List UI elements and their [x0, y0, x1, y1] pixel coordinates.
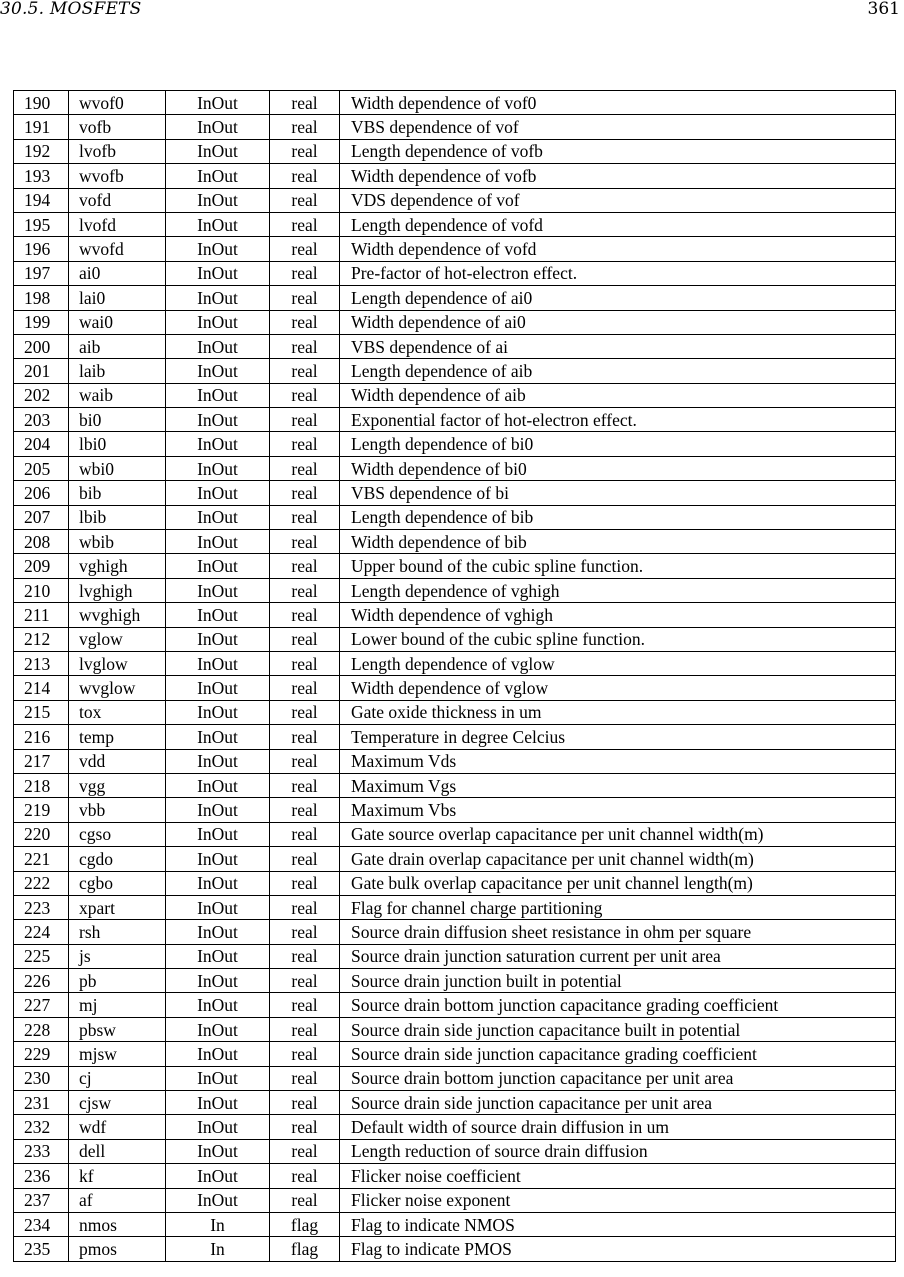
table-row [14, 505, 896, 529]
param-description: Source drain diffusion sheet resistance in ohm per square [340, 920, 896, 944]
param-description: Gate source overlap capacitance per unit channel width(m) [340, 822, 896, 846]
table-row [14, 1139, 896, 1163]
param-description: Width dependence of vghigh [340, 603, 896, 627]
param-description: Length dependence of vofd [340, 212, 896, 236]
param-type: real [270, 164, 340, 188]
param-number: 219 [14, 798, 69, 822]
param-type: real [270, 188, 340, 212]
param-type: real [270, 871, 340, 895]
param-name: bib [69, 481, 166, 505]
param-description: VBS dependence of vof [340, 115, 896, 139]
param-number: 223 [14, 895, 69, 919]
table-row [14, 286, 896, 310]
param-direction: InOut [166, 676, 270, 700]
table-row [14, 1212, 896, 1236]
table-row [14, 91, 896, 115]
param-direction: InOut [166, 920, 270, 944]
param-type: real [270, 822, 340, 846]
param-name: temp [69, 725, 166, 749]
param-name: cj [69, 1066, 166, 1090]
param-direction: InOut [166, 139, 270, 163]
param-type: real [270, 847, 340, 871]
table-row [14, 651, 896, 675]
param-direction: InOut [166, 1164, 270, 1188]
param-direction: InOut [166, 505, 270, 529]
param-description: Maximum Vbs [340, 798, 896, 822]
param-direction: InOut [166, 627, 270, 651]
param-name: cgso [69, 822, 166, 846]
param-number: 210 [14, 578, 69, 602]
param-type: real [270, 1091, 340, 1115]
table-row [14, 1164, 896, 1188]
param-description: Length dependence of vglow [340, 651, 896, 675]
param-number: 196 [14, 237, 69, 261]
param-direction: InOut [166, 993, 270, 1017]
param-direction: InOut [166, 432, 270, 456]
param-type: real [270, 530, 340, 554]
param-number: 207 [14, 505, 69, 529]
param-name: aib [69, 334, 166, 358]
param-type: real [270, 1188, 340, 1212]
param-type: real [270, 676, 340, 700]
param-type: real [270, 432, 340, 456]
param-name: pbsw [69, 1017, 166, 1041]
param-type: real [270, 627, 340, 651]
table-row [14, 359, 896, 383]
param-description: VBS dependence of bi [340, 481, 896, 505]
param-name: cjsw [69, 1091, 166, 1115]
param-number: 218 [14, 773, 69, 797]
param-name: rsh [69, 920, 166, 944]
table-row [14, 920, 896, 944]
table-row [14, 115, 896, 139]
param-direction: InOut [166, 1066, 270, 1090]
param-type: real [270, 749, 340, 773]
param-description: Pre-factor of hot-electron effect. [340, 261, 896, 285]
table-row [14, 993, 896, 1017]
table-row [14, 847, 896, 871]
param-number: 215 [14, 700, 69, 724]
param-name: vgg [69, 773, 166, 797]
param-type: real [270, 1139, 340, 1163]
param-description: Length reduction of source drain diffusion [340, 1139, 896, 1163]
param-type: real [270, 261, 340, 285]
param-type: real [270, 91, 340, 115]
param-direction: InOut [166, 749, 270, 773]
param-description: Length dependence of vghigh [340, 578, 896, 602]
param-direction: InOut [166, 188, 270, 212]
param-number: 200 [14, 334, 69, 358]
param-name: wdf [69, 1115, 166, 1139]
param-direction: InOut [166, 91, 270, 115]
param-description: Width dependence of vglow [340, 676, 896, 700]
table-row [14, 237, 896, 261]
param-description: Flag to indicate NMOS [340, 1212, 896, 1236]
param-direction: InOut [166, 115, 270, 139]
param-name: wbi0 [69, 456, 166, 480]
param-number: 190 [14, 91, 69, 115]
param-number: 209 [14, 554, 69, 578]
param-name: bi0 [69, 408, 166, 432]
param-description: Length dependence of bi0 [340, 432, 896, 456]
param-direction: InOut [166, 895, 270, 919]
param-direction: InOut [166, 798, 270, 822]
param-direction: InOut [166, 359, 270, 383]
table-row [14, 676, 896, 700]
param-description: VDS dependence of vof [340, 188, 896, 212]
param-direction: InOut [166, 822, 270, 846]
param-name: vofd [69, 188, 166, 212]
param-type: real [270, 286, 340, 310]
param-number: 236 [14, 1164, 69, 1188]
param-number: 191 [14, 115, 69, 139]
param-name: lvofb [69, 139, 166, 163]
param-name: lvglow [69, 651, 166, 675]
param-name: vdd [69, 749, 166, 773]
param-number: 230 [14, 1066, 69, 1090]
table-row [14, 1115, 896, 1139]
param-description: Upper bound of the cubic spline function. [340, 554, 896, 578]
param-number: 225 [14, 944, 69, 968]
table-row [14, 408, 896, 432]
table-row [14, 725, 896, 749]
table-row [14, 456, 896, 480]
table-row [14, 822, 896, 846]
param-direction: InOut [166, 554, 270, 578]
param-type: real [270, 1066, 340, 1090]
param-type: real [270, 993, 340, 1017]
param-name: lvofd [69, 212, 166, 236]
table-row [14, 895, 896, 919]
param-description: Width dependence of bi0 [340, 456, 896, 480]
param-description: Source drain side junction capacitance per unit area [340, 1091, 896, 1115]
param-direction: InOut [166, 383, 270, 407]
param-direction: InOut [166, 237, 270, 261]
param-description: Width dependence of aib [340, 383, 896, 407]
param-type: flag [270, 1237, 340, 1261]
param-name: js [69, 944, 166, 968]
section-title: 30.5. MOSFETS [0, 0, 142, 19]
param-direction: InOut [166, 969, 270, 993]
param-type: real [270, 408, 340, 432]
param-number: 217 [14, 749, 69, 773]
param-description: Maximum Vgs [340, 773, 896, 797]
param-description: Gate bulk overlap capacitance per unit channel length(m) [340, 871, 896, 895]
param-number: 213 [14, 651, 69, 675]
table-row [14, 164, 896, 188]
param-number: 216 [14, 725, 69, 749]
param-number: 226 [14, 969, 69, 993]
param-number: 206 [14, 481, 69, 505]
param-direction: InOut [166, 847, 270, 871]
param-type: real [270, 603, 340, 627]
table-row [14, 969, 896, 993]
table-row [14, 1066, 896, 1090]
param-number: 227 [14, 993, 69, 1017]
param-number: 235 [14, 1237, 69, 1261]
param-type: real [270, 700, 340, 724]
param-type: real [270, 237, 340, 261]
param-description: Source drain junction built in potential [340, 969, 896, 993]
param-type: real [270, 139, 340, 163]
param-number: 198 [14, 286, 69, 310]
param-name: wvofd [69, 237, 166, 261]
param-direction: InOut [166, 773, 270, 797]
param-number: 214 [14, 676, 69, 700]
param-direction: InOut [166, 651, 270, 675]
param-type: real [270, 895, 340, 919]
param-description: Exponential factor of hot-electron effect. [340, 408, 896, 432]
param-type: real [270, 1164, 340, 1188]
param-type: real [270, 1017, 340, 1041]
param-number: 231 [14, 1091, 69, 1115]
param-description: Source drain bottom junction capacitance grading coefficient [340, 993, 896, 1017]
table-row [14, 530, 896, 554]
param-description: Lower bound of the cubic spline function. [340, 627, 896, 651]
param-type: real [270, 115, 340, 139]
param-description: Width dependence of bib [340, 530, 896, 554]
param-name: vglow [69, 627, 166, 651]
param-number: 204 [14, 432, 69, 456]
param-direction: InOut [166, 603, 270, 627]
param-name: pmos [69, 1237, 166, 1261]
param-name: lbi0 [69, 432, 166, 456]
table-row [14, 749, 896, 773]
param-description: VBS dependence of ai [340, 334, 896, 358]
param-name: tox [69, 700, 166, 724]
param-number: 199 [14, 310, 69, 334]
param-direction: InOut [166, 286, 270, 310]
param-direction: InOut [166, 212, 270, 236]
table-row [14, 773, 896, 797]
param-number: 208 [14, 530, 69, 554]
param-direction: InOut [166, 578, 270, 602]
param-number: 221 [14, 847, 69, 871]
param-name: laib [69, 359, 166, 383]
table-row [14, 871, 896, 895]
table-row [14, 261, 896, 285]
param-type: real [270, 554, 340, 578]
param-number: 228 [14, 1017, 69, 1041]
param-number: 222 [14, 871, 69, 895]
table-row [14, 481, 896, 505]
table-row [14, 554, 896, 578]
param-number: 194 [14, 188, 69, 212]
param-name: xpart [69, 895, 166, 919]
param-description: Flag for channel charge partitioning [340, 895, 896, 919]
param-direction: InOut [166, 481, 270, 505]
param-type: real [270, 944, 340, 968]
param-description: Source drain bottom junction capacitance per unit area [340, 1066, 896, 1090]
param-type: real [270, 969, 340, 993]
table-row [14, 700, 896, 724]
param-description: Length dependence of aib [340, 359, 896, 383]
param-name: cgbo [69, 871, 166, 895]
param-direction: InOut [166, 530, 270, 554]
param-description: Maximum Vds [340, 749, 896, 773]
param-description: Source drain junction saturation current per unit area [340, 944, 896, 968]
table-row [14, 1188, 896, 1212]
param-type: real [270, 651, 340, 675]
param-name: wvghigh [69, 603, 166, 627]
param-number: 220 [14, 822, 69, 846]
param-type: real [270, 578, 340, 602]
param-direction: InOut [166, 725, 270, 749]
param-number: 205 [14, 456, 69, 480]
param-direction: InOut [166, 1188, 270, 1212]
param-description: Width dependence of vof0 [340, 91, 896, 115]
param-name: kf [69, 1164, 166, 1188]
param-number: 232 [14, 1115, 69, 1139]
param-number: 224 [14, 920, 69, 944]
param-name: pb [69, 969, 166, 993]
param-number: 211 [14, 603, 69, 627]
param-direction: InOut [166, 1139, 270, 1163]
param-direction: InOut [166, 871, 270, 895]
param-type: real [270, 310, 340, 334]
param-name: vofb [69, 115, 166, 139]
param-description: Default width of source drain diffusion in um [340, 1115, 896, 1139]
param-direction: InOut [166, 310, 270, 334]
param-direction: InOut [166, 456, 270, 480]
parameter-table-body [14, 91, 896, 1262]
param-number: 237 [14, 1188, 69, 1212]
param-description: Width dependence of vofb [340, 164, 896, 188]
param-type: real [270, 725, 340, 749]
param-number: 201 [14, 359, 69, 383]
param-name: wai0 [69, 310, 166, 334]
param-description: Flicker noise coefficient [340, 1164, 896, 1188]
param-type: real [270, 505, 340, 529]
param-number: 212 [14, 627, 69, 651]
param-number: 192 [14, 139, 69, 163]
param-direction: InOut [166, 164, 270, 188]
param-name: lai0 [69, 286, 166, 310]
param-description: Temperature in degree Celcius [340, 725, 896, 749]
param-name: mjsw [69, 1042, 166, 1066]
param-description: Gate oxide thickness in um [340, 700, 896, 724]
param-name: mj [69, 993, 166, 1017]
param-name: vghigh [69, 554, 166, 578]
param-description: Flag to indicate PMOS [340, 1237, 896, 1261]
table-row [14, 432, 896, 456]
table-row [14, 1042, 896, 1066]
param-name: lbib [69, 505, 166, 529]
param-type: real [270, 334, 340, 358]
param-direction: InOut [166, 1091, 270, 1115]
param-description: Length dependence of ai0 [340, 286, 896, 310]
param-type: real [270, 212, 340, 236]
param-name: af [69, 1188, 166, 1212]
param-type: real [270, 920, 340, 944]
param-type: real [270, 1115, 340, 1139]
param-number: 229 [14, 1042, 69, 1066]
running-head [0, 0, 904, 20]
page-number: 361 [867, 0, 900, 19]
param-number: 203 [14, 408, 69, 432]
param-name: wvof0 [69, 91, 166, 115]
table-row [14, 310, 896, 334]
param-number: 234 [14, 1212, 69, 1236]
param-number: 195 [14, 212, 69, 236]
table-row [14, 334, 896, 358]
table-row [14, 1017, 896, 1041]
table-row [14, 1091, 896, 1115]
param-type: real [270, 1042, 340, 1066]
param-type: real [270, 359, 340, 383]
param-description: Source drain side junction capacitance grading coefficient [340, 1042, 896, 1066]
param-direction: InOut [166, 700, 270, 724]
param-direction: In [166, 1212, 270, 1236]
table-row [14, 603, 896, 627]
param-name: wbib [69, 530, 166, 554]
table-row [14, 188, 896, 212]
param-direction: InOut [166, 1115, 270, 1139]
param-direction: InOut [166, 408, 270, 432]
table-row [14, 383, 896, 407]
param-description: Flicker noise exponent [340, 1188, 896, 1212]
param-name: vbb [69, 798, 166, 822]
param-type: flag [270, 1212, 340, 1236]
param-description: Gate drain overlap capacitance per unit channel width(m) [340, 847, 896, 871]
param-direction: InOut [166, 334, 270, 358]
table-row [14, 627, 896, 651]
param-number: 233 [14, 1139, 69, 1163]
param-name: waib [69, 383, 166, 407]
table-row [14, 212, 896, 236]
param-number: 197 [14, 261, 69, 285]
param-name: cgdo [69, 847, 166, 871]
param-name: dell [69, 1139, 166, 1163]
param-type: real [270, 481, 340, 505]
table-row [14, 944, 896, 968]
param-name: ai0 [69, 261, 166, 285]
parameter-table [13, 90, 896, 1262]
param-description: Source drain side junction capacitance built in potential [340, 1017, 896, 1041]
param-name: wvofb [69, 164, 166, 188]
param-direction: InOut [166, 944, 270, 968]
param-number: 202 [14, 383, 69, 407]
param-direction: InOut [166, 1042, 270, 1066]
param-name: nmos [69, 1212, 166, 1236]
param-number: 193 [14, 164, 69, 188]
table-row [14, 578, 896, 602]
param-description: Width dependence of ai0 [340, 310, 896, 334]
param-type: real [270, 773, 340, 797]
param-direction: InOut [166, 1017, 270, 1041]
param-description: Width dependence of vofd [340, 237, 896, 261]
table-row [14, 139, 896, 163]
param-type: real [270, 456, 340, 480]
param-description: Length dependence of bib [340, 505, 896, 529]
param-type: real [270, 383, 340, 407]
param-direction: InOut [166, 261, 270, 285]
param-name: wvglow [69, 676, 166, 700]
param-type: real [270, 798, 340, 822]
table-row [14, 1237, 896, 1261]
param-name: lvghigh [69, 578, 166, 602]
table-row [14, 798, 896, 822]
param-description: Length dependence of vofb [340, 139, 896, 163]
param-direction: In [166, 1237, 270, 1261]
